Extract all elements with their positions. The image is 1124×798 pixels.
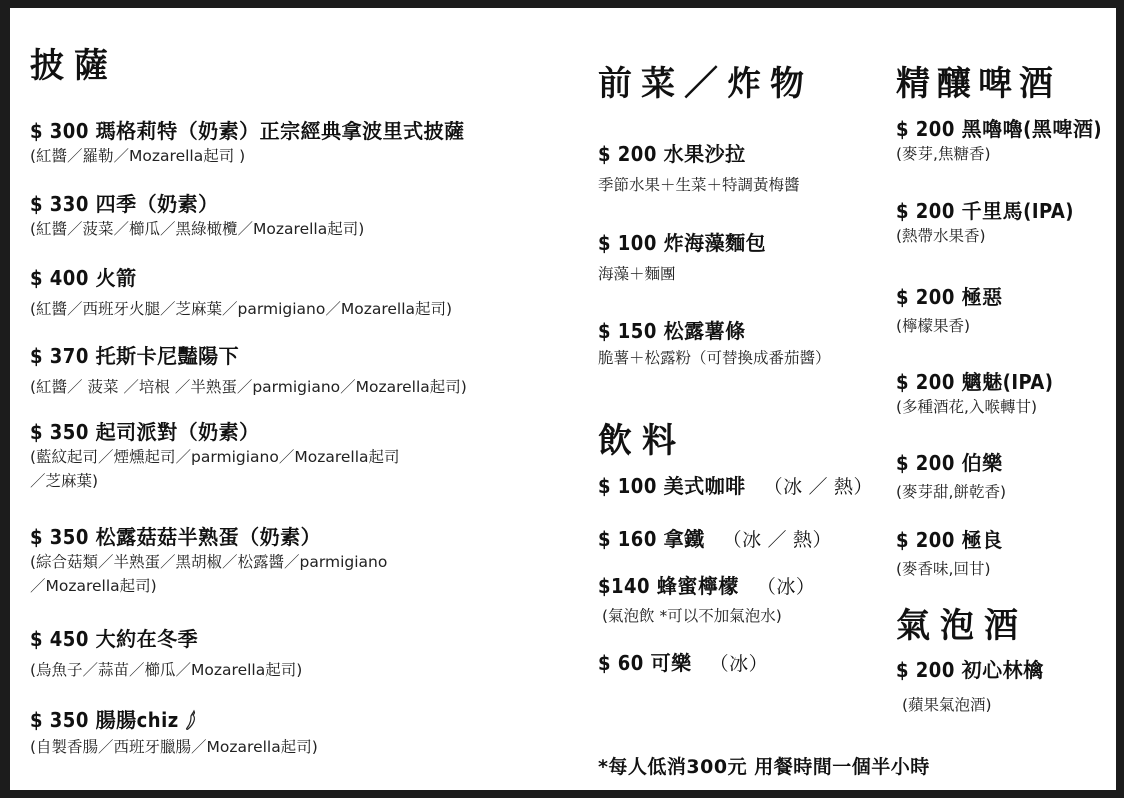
- pizza-item-desc: (自製香腸／西班牙臘腸／Mozarella起司): [30, 738, 318, 756]
- beer-item: [896, 369, 1054, 419]
- beer-item: [896, 116, 1102, 166]
- beer-item-desc: (多種酒花,入喉轉甘): [896, 398, 1038, 416]
- appetizers-heading: 前菜／炸物: [598, 64, 813, 104]
- appetizer-item-name: $ 100 炸海藻麵包: [598, 231, 767, 255]
- appetizer-item: [598, 141, 800, 197]
- beer-item-name: $ 200 千里馬(IPA): [896, 199, 1075, 223]
- pizza-item-name-text: $ 350 腸腸chiz: [30, 708, 179, 732]
- appetizer-item-name: $ 200 水果沙拉: [598, 142, 746, 166]
- pizza-item: [30, 707, 318, 759]
- pizza-item-desc: (紅醬／菠菜／櫛瓜／黑綠橄欖／Mozarella起司): [30, 220, 365, 238]
- menu-sheet: [10, 8, 1116, 790]
- pizza-item-name: $ 370 托斯卡尼豔陽下: [30, 344, 240, 368]
- pizza-item-name: $ 400 火箭: [30, 266, 137, 290]
- pizza-item-name: $ 330 四季（奶素）: [30, 192, 219, 216]
- beer-item-name: $ 200 黑嚕嚕(黑啤酒): [896, 117, 1103, 141]
- drink-item-option: （冰）: [709, 653, 769, 675]
- beer-item-desc: (麥香味,回甘): [896, 560, 991, 578]
- pizza-item-desc-cont: ／Mozarella起司): [30, 577, 157, 595]
- beer-item-name: $ 200 伯樂: [896, 451, 1003, 475]
- sparkling-item-name: $ 200 初心林檎: [896, 658, 1044, 682]
- beer-item-desc: (檸檬果香): [896, 317, 971, 335]
- sparkling-item: [896, 657, 1044, 717]
- pizza-item-name: [30, 707, 318, 733]
- beer-item: [896, 284, 1003, 338]
- beer-item-desc: (麥芽,焦糖香): [896, 145, 991, 163]
- beer-item-name: $ 200 極良: [896, 528, 1003, 552]
- drink-item-name-text: $140 蜂蜜檸檬: [598, 574, 739, 598]
- pizza-item-desc-cont: ／芝麻葉): [30, 472, 99, 490]
- beer-item-desc: (熱帶水果香): [896, 227, 986, 245]
- beer-item: [896, 198, 1074, 248]
- pizza-item-desc: (紅醬／羅勒／Mozarella起司 ): [30, 147, 246, 165]
- pizza-item-desc: (藍紋起司／煙燻起司／parmigiano／Mozarella起司: [30, 448, 400, 466]
- pizza-item: [30, 626, 302, 682]
- sparkling-heading: 氣泡酒: [896, 606, 1028, 646]
- pizza-item-desc: (綜合菇類／半熟蛋／黑胡椒／松露醬／parmigiano: [30, 553, 388, 571]
- beer-item-name: $ 200 魑魅(IPA): [896, 370, 1054, 394]
- drink-item: [598, 473, 873, 500]
- sparkling-item-desc: (蘋果氣泡酒): [902, 696, 992, 714]
- pizza-item-name: $ 350 松露菇菇半熟蛋（奶素）: [30, 525, 322, 549]
- drink-item-name: [598, 473, 873, 500]
- drink-item-name: [598, 650, 768, 677]
- pizza-item: [30, 343, 467, 399]
- pizza-item-desc: (紅醬／ 菠菜 ／培根 ／半熟蛋／parmigiano／Mozarella起司): [30, 378, 467, 396]
- beer-item: [896, 527, 1003, 581]
- appetizer-item-desc: 季節水果＋生菜＋特調黃梅醬: [598, 176, 800, 194]
- appetizer-item-desc: 海藻＋麵團: [598, 265, 676, 283]
- pizza-heading: 披薩: [30, 46, 118, 86]
- drink-item-name-text: $ 60 可樂: [598, 651, 692, 675]
- beer-item-desc: (麥芽甜,餅乾香): [896, 483, 1007, 501]
- pizza-item: [30, 419, 400, 493]
- drink-item-name-text: $ 160 拿鐵: [598, 527, 705, 551]
- pizza-item: [30, 118, 465, 168]
- drink-item: [598, 573, 815, 628]
- appetizer-item-desc: 脆薯＋松露粉（可替換成番茄醬）: [598, 349, 831, 367]
- pizza-item: [30, 524, 387, 598]
- drink-item-option: （冰 ／ 熱）: [722, 529, 832, 551]
- pizza-item: [30, 191, 364, 241]
- pizza-item-desc: (烏魚子／蒜苗／櫛瓜／Mozarella起司): [30, 661, 303, 679]
- drinks-heading: 飲料: [598, 421, 686, 461]
- drink-item-name: [598, 526, 832, 553]
- minimum-charge-note: *每人低消300元 用餐時間一個半小時: [598, 756, 930, 778]
- pizza-item-name: $ 300 瑪格莉特（奶素）正宗經典拿波里式披薩: [30, 119, 465, 143]
- chili-pepper-icon: [185, 709, 199, 731]
- drink-item-option: （冰）: [756, 576, 816, 598]
- beer-item: [896, 450, 1006, 504]
- appetizer-item: [598, 230, 766, 286]
- pizza-item-name: $ 350 起司派對（奶素）: [30, 420, 260, 444]
- drink-item: [598, 526, 832, 553]
- drink-item: [598, 650, 768, 677]
- pizza-item-name: $ 450 大約在冬季: [30, 627, 199, 651]
- drink-item-name-text: $ 100 美式咖啡: [598, 474, 746, 498]
- beer-item-name: $ 200 極惡: [896, 285, 1003, 309]
- drink-item-desc: (氣泡飲 *可以不加氣泡水): [602, 607, 782, 625]
- beer-heading: 精釀啤酒: [896, 64, 1060, 104]
- drink-item-name: [598, 573, 815, 600]
- appetizer-item: [598, 318, 831, 370]
- appetizer-item-name: $ 150 松露薯條: [598, 319, 746, 343]
- pizza-item-desc: (紅醬／西班牙火腿／芝麻葉／parmigiano／Mozarella起司): [30, 300, 453, 318]
- drink-item-option: （冰 ／ 熱）: [763, 476, 873, 498]
- pizza-item: [30, 265, 452, 321]
